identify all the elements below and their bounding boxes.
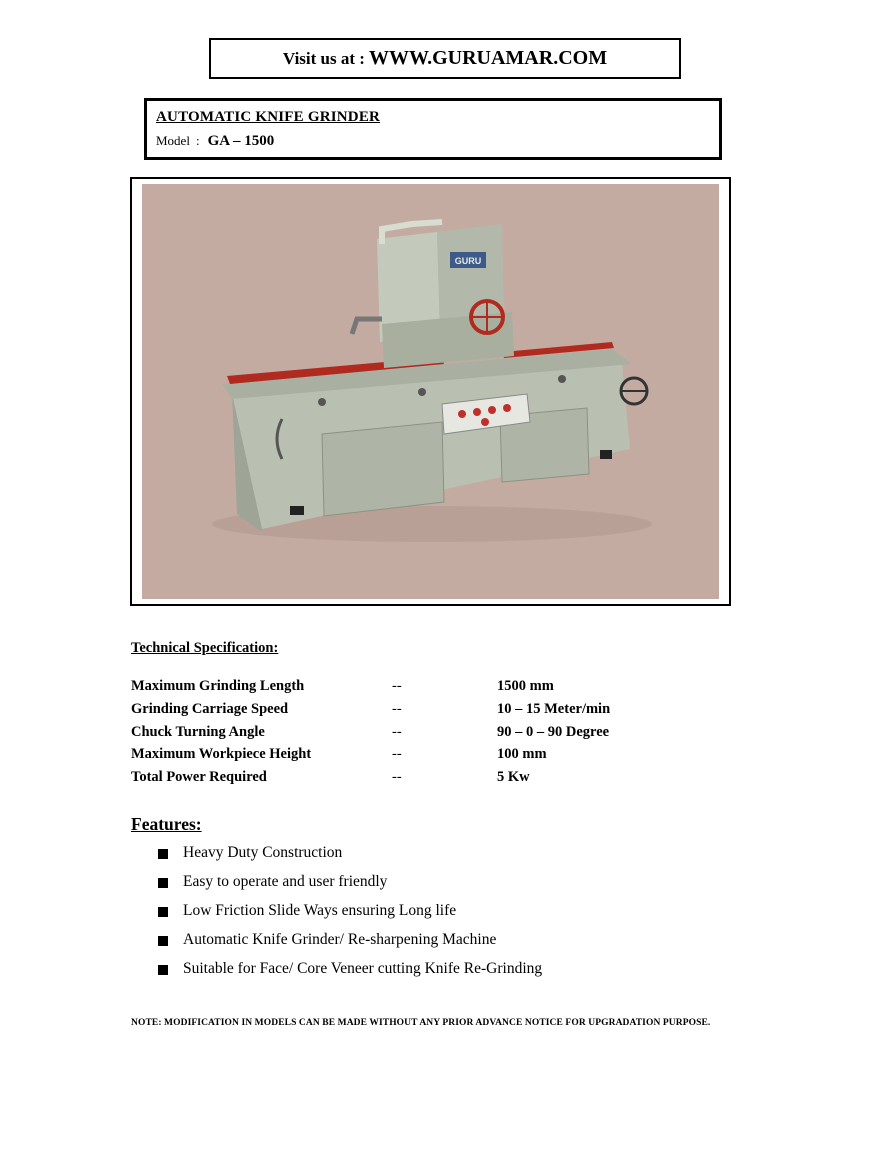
square-bullet-icon: [158, 965, 168, 975]
spec-row: [131, 769, 731, 789]
control-button: [503, 404, 511, 412]
feature-text: Easy to operate and user friendly: [183, 873, 388, 890]
feature-text: Low Friction Slide Ways ensuring Long life: [183, 902, 457, 919]
product-photo-frame: [130, 177, 731, 606]
spec-dash: --: [392, 746, 402, 762]
feature-text: Automatic Knife Grinder/ Re-sharpening Machine: [183, 931, 497, 948]
product-title-box: [144, 98, 722, 160]
spec-value: 5 Kw: [497, 769, 530, 785]
vent-hole-left: [290, 506, 304, 515]
website-banner: [209, 38, 681, 79]
feature-text: Heavy Duty Construction: [183, 844, 343, 861]
square-bullet-icon: [158, 936, 168, 946]
spec-label: Maximum Grinding Length: [131, 678, 305, 694]
website-link[interactable]: WWW.GURUAMAR.COM: [368, 47, 608, 69]
feature-text: Suitable for Face/ Core Veneer cutting Knife Re-Grinding: [183, 960, 543, 977]
control-button: [458, 410, 466, 418]
product-title: AUTOMATIC KNIFE GRINDER: [156, 109, 381, 125]
square-bullet-icon: [158, 849, 168, 859]
feature-item: [158, 844, 658, 866]
spec-row: [131, 678, 731, 698]
feature-item: [158, 873, 658, 895]
model-value: GA – 1500: [207, 133, 275, 149]
clamp-knob: [418, 388, 426, 396]
feature-item: [158, 902, 658, 924]
clamp-knob: [318, 398, 326, 406]
spec-dash: --: [392, 724, 402, 740]
spec-value: 1500 mm: [497, 678, 554, 694]
model-label: Model: [156, 133, 190, 148]
spec-label: Chuck Turning Angle: [131, 724, 265, 740]
cabinet-door-left: [322, 422, 444, 516]
model-line: [156, 133, 274, 150]
square-bullet-icon: [158, 907, 168, 917]
square-bullet-icon: [158, 878, 168, 888]
spec-row: [131, 724, 731, 744]
control-button: [488, 406, 496, 414]
clamp-knob: [558, 375, 566, 383]
feature-item: [158, 931, 658, 953]
footer-note: NOTE: MODIFICATION IN MODELS CAN BE MADE WITHOUT ANY PRIOR ADVANCE NOTICE FOR UPGRADATION PURPOSE.: [131, 1018, 711, 1028]
spec-heading: Technical Specification:: [131, 640, 279, 656]
control-button: [473, 408, 481, 416]
feature-item: [158, 960, 658, 982]
vent-hole-right: [600, 450, 612, 459]
spec-label: Maximum Workpiece Height: [131, 746, 312, 762]
spec-label: Total Power Required: [131, 769, 267, 785]
spec-label: Grinding Carriage Speed: [131, 701, 289, 717]
brand-plate-text: GURU: [454, 256, 482, 266]
spec-dash: --: [392, 769, 402, 785]
model-separator: :: [195, 133, 200, 148]
spec-dash: --: [392, 678, 402, 694]
spec-row: [131, 701, 731, 721]
control-button: [481, 418, 489, 426]
knife-grinder-machine-image: [142, 184, 719, 599]
spec-row: [131, 746, 731, 766]
spec-value: 90 – 0 – 90 Degree: [497, 724, 610, 740]
features-heading: Features:: [131, 814, 202, 834]
visit-label: Visit us at :: [282, 48, 365, 68]
spec-dash: --: [392, 701, 402, 717]
spec-value: 10 – 15 Meter/min: [497, 701, 611, 717]
spec-value: 100 mm: [497, 746, 547, 762]
